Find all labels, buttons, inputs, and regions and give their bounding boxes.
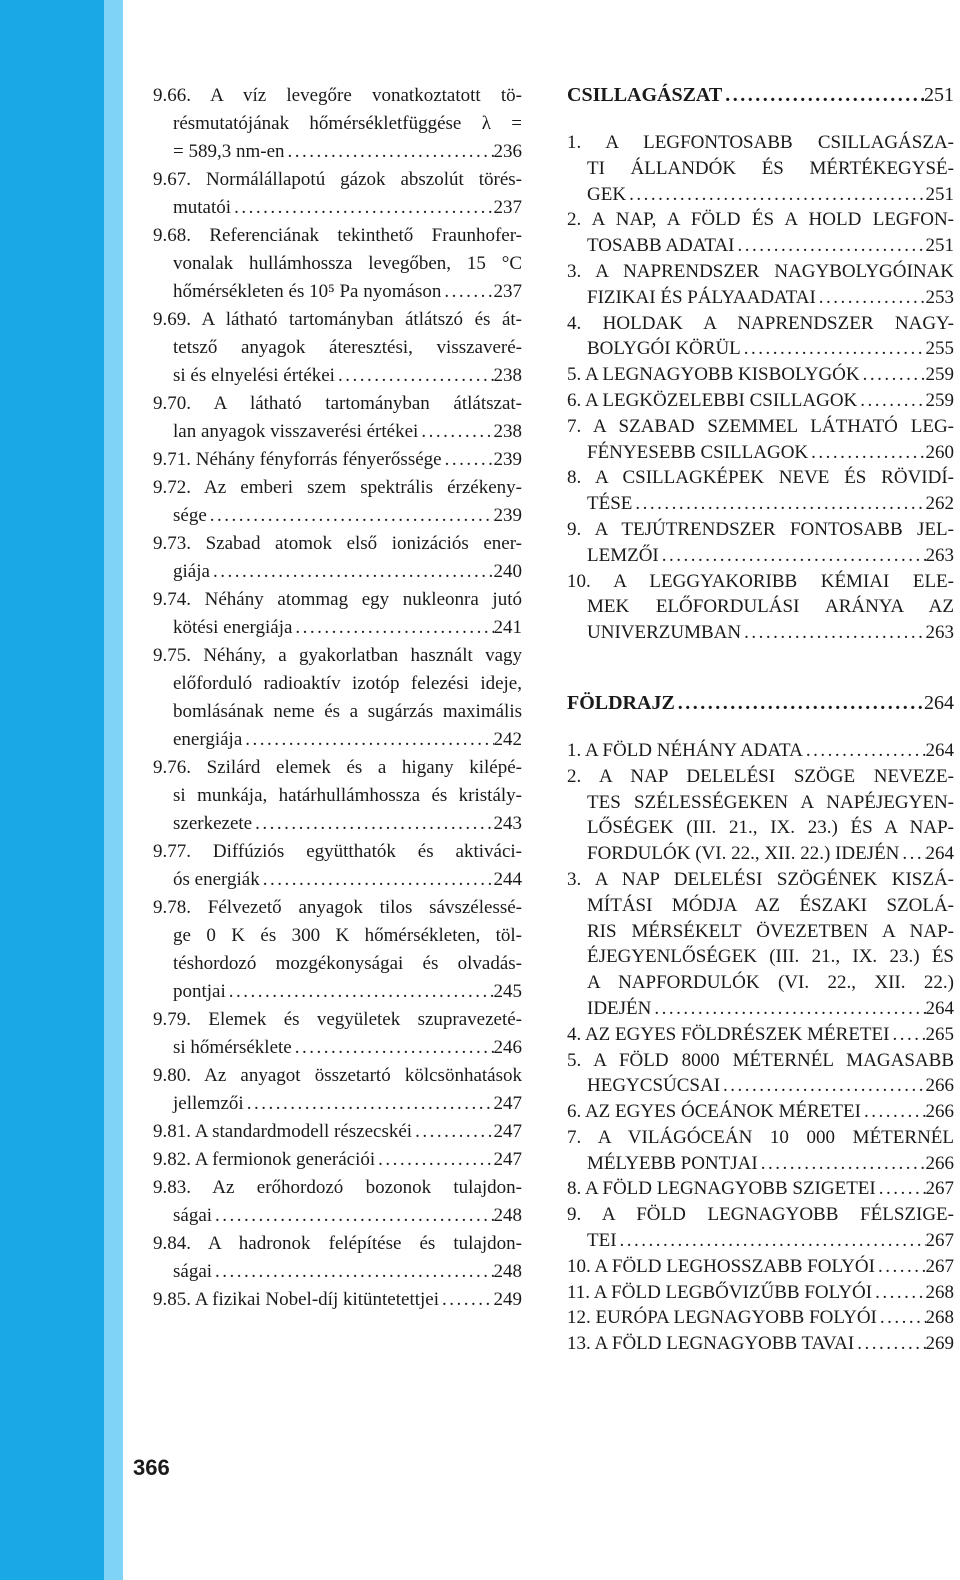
toc-entry-leader-line bbox=[153, 502, 522, 530]
dot-leader bbox=[226, 978, 494, 1006]
toc-entry-line: RIS MÉRSÉKELT ÖVEZETBEN A NAP- bbox=[587, 920, 954, 942]
toc-entry[interactable] bbox=[153, 1006, 522, 1062]
toc-entry[interactable] bbox=[153, 894, 522, 1006]
dot-leader bbox=[816, 285, 926, 311]
toc-entry[interactable] bbox=[153, 586, 522, 642]
toc-entry-leader-line bbox=[567, 388, 954, 414]
toc-entry-line: 9. A TEJÚTRENDSZER FONTOSABB JEL- bbox=[567, 518, 954, 540]
toc-entry-leader-line bbox=[567, 182, 954, 208]
toc-entry-line: 9. A FÖLD LEGNAGYOBB FÉLSZIGE- bbox=[567, 1204, 954, 1226]
dot-leader bbox=[292, 614, 493, 642]
toc-entry-leader-line bbox=[153, 194, 522, 222]
dot-leader bbox=[617, 1228, 926, 1254]
toc-entry-title: lan anyagok visszaverési értékei bbox=[173, 421, 419, 442]
toc-entry-leader-line bbox=[153, 1258, 522, 1286]
toc-entry-title: TÉSE bbox=[587, 493, 633, 515]
dot-leader bbox=[875, 1254, 926, 1280]
toc-entry[interactable] bbox=[567, 517, 954, 569]
toc-entry-leader-line bbox=[153, 1146, 522, 1174]
toc-entry-title: si hőmérséklete bbox=[173, 1037, 292, 1058]
toc-entry-page: 249 bbox=[493, 1289, 522, 1310]
toc-entry-line: 7. A SZABAD SZEMMEL LÁTHATÓ LEG- bbox=[567, 415, 954, 437]
toc-entry-line: 9.76. Szilárd elemek és a higany kilépé- bbox=[153, 757, 522, 778]
toc-entry-title: GEK bbox=[587, 183, 627, 205]
toc-entry-title: energiája bbox=[173, 729, 243, 750]
section-heading-page: 264 bbox=[924, 691, 954, 714]
toc-entry-title: 9.71. Néhány fényforrás fényerőssége bbox=[153, 449, 442, 470]
toc-entry-leader-line bbox=[567, 1305, 954, 1331]
toc-entry-line: 5. A FÖLD 8000 MÉTERNÉL MAGASABB bbox=[567, 1049, 954, 1071]
toc-entry[interactable] bbox=[567, 1099, 954, 1125]
toc-entry[interactable] bbox=[567, 1305, 954, 1331]
toc-entry-title: UNIVERZUMBAN bbox=[587, 622, 742, 644]
toc-entry-title: FIZIKAI ÉS PÁLYAADATAI bbox=[587, 286, 816, 308]
dot-leader bbox=[872, 1280, 925, 1306]
toc-entry-leader-line bbox=[153, 1202, 522, 1230]
toc-entry-line: résmutatójának hőmérsékletfüggése λ = bbox=[173, 113, 522, 134]
toc-entry[interactable] bbox=[153, 1146, 522, 1174]
toc-entry[interactable] bbox=[567, 569, 954, 646]
toc-entry-title: 10. A FÖLD LEGHOSSZABB FOLYÓI bbox=[567, 1255, 875, 1277]
toc-entry[interactable] bbox=[153, 838, 522, 894]
toc-entry-leader-line bbox=[567, 1176, 954, 1202]
dot-leader bbox=[808, 440, 925, 466]
toc-entry-line: 9.69. A látható tartományban átlátszó és át- bbox=[153, 309, 522, 330]
toc-entry-title: 9.82. A fermionok generációi bbox=[153, 1149, 376, 1170]
toc-entry[interactable] bbox=[567, 1176, 954, 1202]
dot-leader bbox=[720, 1073, 925, 1099]
toc-entry-page: 266 bbox=[925, 1075, 954, 1097]
dot-leader bbox=[889, 1022, 925, 1048]
toc-entry-title: FORDULÓK (VI. 22., XII. 22.) IDEJÉN bbox=[587, 843, 900, 865]
toc-entry[interactable] bbox=[153, 446, 522, 474]
toc-entry[interactable] bbox=[567, 130, 954, 207]
margin-band-dark bbox=[0, 0, 104, 1580]
dot-leader bbox=[207, 502, 494, 530]
toc-entry-line: 1. A LEGFONTOSABB CSILLAGÁSZA- bbox=[567, 132, 954, 153]
toc-entry[interactable] bbox=[153, 1118, 522, 1146]
dot-leader bbox=[244, 1090, 494, 1118]
toc-entry-title: = 589,3 nm-en bbox=[173, 141, 285, 162]
toc-entry-line: 9.83. Az erőhordozó bozonok tulajdon- bbox=[153, 1177, 522, 1198]
toc-entry-leader-line bbox=[153, 1034, 522, 1062]
toc-entry-leader-line bbox=[153, 810, 522, 838]
section-heading-page: 251 bbox=[924, 84, 954, 106]
toc-entry-line: 9.68. Referenciának tekinthető Fraunhofer- bbox=[153, 225, 522, 246]
toc-entry-line: tetsző anyagok áteresztési, visszaveré- bbox=[173, 337, 522, 358]
toc-entry-line: 9.77. Diffúziós együtthatók és aktiváci- bbox=[153, 841, 522, 862]
dot-leader bbox=[860, 362, 926, 388]
toc-entry-title: ságai bbox=[173, 1205, 213, 1226]
dot-leader bbox=[857, 388, 925, 414]
dot-leader bbox=[741, 620, 925, 646]
toc-entry-page: 247 bbox=[493, 1093, 522, 1114]
toc-entry-line: 9.78. Félvezető anyagok tilos sávszélessé- bbox=[153, 897, 522, 918]
toc-entry-leader-line bbox=[153, 446, 522, 474]
toc-entry-leader-line bbox=[153, 1286, 522, 1314]
toc-entry-title: 9.85. A fizikai Nobel-díj kitüntetettjei bbox=[153, 1289, 440, 1310]
dot-leader bbox=[735, 233, 926, 259]
toc-entry-leader-line bbox=[153, 614, 522, 642]
toc-entry[interactable] bbox=[153, 82, 522, 166]
toc-entry-page: 251 bbox=[925, 235, 954, 257]
page-number: 366 bbox=[133, 1455, 170, 1480]
toc-entry-leader-line bbox=[153, 558, 522, 586]
toc-entry-page: 246 bbox=[493, 1037, 522, 1058]
toc-entry-leader-line bbox=[567, 285, 954, 311]
toc-entry[interactable] bbox=[567, 867, 954, 1022]
dot-leader bbox=[442, 446, 494, 474]
dot-leader bbox=[418, 418, 493, 446]
dot-leader bbox=[335, 362, 494, 390]
toc-entry-title: 11. A FÖLD LEGBŐVIZŰBB FOLYÓI bbox=[567, 1281, 873, 1303]
toc-entry-line: 3. A NAPRENDSZER NAGYBOLYGÓINAK bbox=[567, 260, 954, 282]
toc-entry[interactable] bbox=[567, 362, 954, 388]
toc-entry-page: 236 bbox=[493, 141, 522, 162]
toc-entry-page: 245 bbox=[493, 981, 522, 1002]
toc-entry-leader-line bbox=[567, 440, 954, 466]
toc-entry-page: 238 bbox=[493, 421, 522, 442]
toc-entry-page: 268 bbox=[925, 1281, 954, 1303]
toc-entry-leader-line bbox=[567, 336, 954, 362]
toc-entry-page: 248 bbox=[493, 1205, 522, 1226]
toc-entry-page: 259 bbox=[925, 364, 954, 386]
dot-leader bbox=[854, 1331, 925, 1357]
toc-entry-title: si és elnyelési értékei bbox=[173, 365, 335, 386]
dot-leader bbox=[212, 1202, 493, 1230]
toc-entry-line: 9.72. Az emberi szem spektrális érzékeny- bbox=[153, 477, 522, 498]
toc-entry-page: 238 bbox=[493, 365, 522, 386]
toc-entry-page: 253 bbox=[925, 286, 954, 308]
dot-leader bbox=[242, 726, 493, 754]
toc-entry-line: TI ÁLLANDÓK ÉS MÉRTÉKEGYSÉ- bbox=[587, 157, 954, 179]
toc-entry[interactable] bbox=[567, 1202, 954, 1254]
toc-entry-title: TEI bbox=[587, 1230, 617, 1252]
toc-entry[interactable] bbox=[153, 530, 522, 586]
toc-entry-title: szerkezete bbox=[173, 813, 253, 834]
toc-entry[interactable] bbox=[153, 754, 522, 838]
section-heading[interactable] bbox=[567, 82, 954, 108]
toc-entry-line: MEK ELŐFORDULÁSI ARÁNYA AZ bbox=[587, 596, 954, 618]
dot-leader bbox=[441, 278, 493, 306]
toc-entry[interactable] bbox=[153, 1174, 522, 1230]
toc-entry-line: előforduló radioaktív izotóp felezési ideje, bbox=[173, 673, 522, 694]
toc-entry-page: 251 bbox=[925, 183, 954, 205]
dot-leader bbox=[231, 194, 493, 222]
toc-entry-line: si munkája, határhullámhossza és kristály- bbox=[173, 785, 522, 806]
toc-entry-page: 267 bbox=[925, 1230, 954, 1252]
toc-entry-page: 255 bbox=[925, 338, 954, 360]
toc-entry-line: bomlásának neme és a sugárzás maximális bbox=[173, 701, 522, 722]
toc-entry-line: 2. A NAP DELELÉSI SZÖGE NEVEZE- bbox=[567, 765, 954, 787]
toc-entry-line: 3. A NAP DELELÉSI SZÖGÉNEK KISZÁ- bbox=[567, 868, 954, 890]
toc-entry-title: pontjai bbox=[173, 981, 226, 1002]
toc-entry-title: jellemzői bbox=[173, 1093, 244, 1114]
toc-entry[interactable] bbox=[567, 259, 954, 311]
toc-entry-title: 13. A FÖLD LEGNAGYOBB TAVAI bbox=[567, 1333, 855, 1355]
toc-entry-leader-line bbox=[153, 1118, 522, 1146]
toc-entry-page: 264 bbox=[925, 843, 954, 865]
toc-entry-title: giája bbox=[173, 561, 210, 582]
toc-entry-line: vonalak hullámhossza levegőben, 15 °C bbox=[173, 253, 522, 274]
section-heading[interactable] bbox=[567, 690, 954, 716]
toc-entry[interactable] bbox=[567, 1125, 954, 1177]
toc-entry-page: 262 bbox=[925, 493, 954, 515]
toc-entry-leader-line bbox=[567, 1228, 954, 1254]
toc-entry-page: 237 bbox=[493, 197, 522, 218]
toc-entry-line: 7. A VILÁGÓCEÁN 10 000 MÉTERNÉL bbox=[567, 1126, 954, 1148]
toc-entry-title: HEGYCSÚCSAI bbox=[587, 1075, 721, 1097]
toc-entry-page: 260 bbox=[925, 441, 954, 463]
toc-entry-page: 266 bbox=[925, 1152, 954, 1174]
toc-entry-leader-line bbox=[567, 1331, 954, 1357]
toc-entry-line: 9.73. Szabad atomok első ionizációs ener- bbox=[153, 533, 522, 554]
dot-leader bbox=[741, 336, 926, 362]
toc-entry-title: IDEJÉN bbox=[587, 997, 652, 1019]
toc-entry-line: MÍTÁSI MÓDJA AZ ÉSZAKI SZOLÁ- bbox=[587, 894, 954, 916]
toc-entry-title: 5. A LEGNAGYOBB KISBOLYGÓK bbox=[567, 364, 860, 386]
toc-entry-page: 239 bbox=[493, 505, 522, 526]
dot-leader bbox=[722, 82, 924, 108]
dot-leader bbox=[632, 491, 925, 517]
dot-leader bbox=[758, 1151, 926, 1177]
toc-entry[interactable] bbox=[153, 222, 522, 306]
toc-entry-leader-line bbox=[567, 1073, 954, 1099]
toc-entry-leader-line bbox=[567, 841, 954, 867]
toc-entry-title: mutatói bbox=[173, 197, 232, 218]
toc-entry[interactable] bbox=[567, 764, 954, 867]
toc-entry[interactable] bbox=[567, 465, 954, 517]
toc-entry-page: 247 bbox=[493, 1121, 522, 1142]
toc-entry-leader-line bbox=[153, 138, 522, 166]
toc-entry-leader-line bbox=[567, 362, 954, 388]
toc-entry[interactable] bbox=[153, 474, 522, 530]
toc-entry[interactable] bbox=[153, 390, 522, 446]
toc-entry-title: 8. A FÖLD LEGNAGYOBB SZIGETEI bbox=[567, 1178, 876, 1200]
toc-entry[interactable] bbox=[567, 1331, 954, 1357]
toc-entry[interactable] bbox=[567, 1048, 954, 1100]
toc-entry-line: 9.67. Normálállapotú gázok abszolút törés- bbox=[153, 169, 522, 190]
toc-entry-title: 6. AZ EGYES ÓCEÁNOK MÉRETEI bbox=[567, 1101, 861, 1123]
toc-entry-title: sége bbox=[173, 505, 207, 526]
dot-leader bbox=[292, 1034, 494, 1062]
toc-entry-leader-line bbox=[153, 278, 522, 306]
toc-entry-page: 243 bbox=[493, 813, 522, 834]
dot-leader bbox=[285, 138, 494, 166]
toc-entry-leader-line bbox=[567, 543, 954, 569]
toc-entry-leader-line bbox=[153, 866, 522, 894]
toc-entry-leader-line bbox=[567, 1099, 954, 1125]
toc-entry[interactable] bbox=[153, 1286, 522, 1314]
toc-entry-line: 4. HOLDAK A NAPRENDSZER NAGY- bbox=[567, 312, 954, 334]
toc-entry-line: 10. A LEGGYAKORIBB KÉMIAI ELE- bbox=[567, 570, 954, 592]
section-heading-line bbox=[567, 82, 954, 108]
dot-leader bbox=[210, 558, 494, 586]
toc-entry-page: 240 bbox=[493, 561, 522, 582]
toc-entry-leader-line bbox=[567, 1151, 954, 1177]
toc-entry-leader-line bbox=[567, 491, 954, 517]
toc-entry-title: 4. AZ EGYES FÖLDRÉSZEK MÉRETEI bbox=[567, 1023, 890, 1045]
toc-entry-title: 9.81. A standardmodell részecskéi bbox=[153, 1121, 413, 1142]
dot-leader bbox=[861, 1099, 926, 1125]
toc-entry-line: 2. A NAP, A FÖLD ÉS A HOLD LEGFON- bbox=[567, 209, 954, 231]
dot-leader bbox=[412, 1118, 493, 1146]
toc-entry-line: téshordozó mozgékonyságai és olvadás- bbox=[173, 953, 522, 974]
toc-entry-leader-line bbox=[567, 996, 954, 1022]
toc-entry-title: ságai bbox=[173, 1261, 213, 1282]
margin-band-light bbox=[104, 0, 123, 1580]
toc-entry-leader-line bbox=[567, 233, 954, 259]
toc-entry-title: 12. EURÓPA LEGNAGYOBB FOLYÓI bbox=[567, 1307, 877, 1329]
dot-leader bbox=[252, 810, 493, 838]
toc-entry-title: ós energiák bbox=[173, 869, 260, 890]
toc-entry-line: 9.79. Elemek és vegyületek szupravezeté- bbox=[153, 1009, 522, 1030]
toc-entry[interactable] bbox=[153, 1062, 522, 1118]
toc-entry-title: FÉNYESEBB CSILLAGOK bbox=[587, 441, 809, 463]
toc-entry-line: A NAPFORDULÓK (VI. 22., XII. 22.) bbox=[587, 972, 954, 994]
toc-entry[interactable] bbox=[567, 1022, 954, 1048]
toc-entry-page: 264 bbox=[925, 739, 954, 761]
toc-entry-leader-line bbox=[153, 418, 522, 446]
toc-entry[interactable] bbox=[153, 306, 522, 390]
toc-entry-title: TOSABB ADATAI bbox=[587, 235, 735, 257]
section-heading-line bbox=[567, 690, 954, 716]
toc-entry[interactable] bbox=[567, 207, 954, 259]
toc-entry-leader-line bbox=[153, 726, 522, 754]
dot-leader bbox=[260, 866, 494, 894]
toc-entry[interactable] bbox=[567, 1254, 954, 1280]
toc-entry-leader-line bbox=[153, 978, 522, 1006]
dot-leader bbox=[651, 996, 925, 1022]
toc-entry[interactable] bbox=[567, 738, 954, 764]
dot-leader bbox=[803, 738, 926, 764]
toc-entry-title: 6. A LEGKÖZELEBBI CSILLAGOK bbox=[567, 389, 858, 411]
toc-entry-page: 268 bbox=[925, 1307, 954, 1329]
toc-entry-line: TES SZÉLESSÉGEKEN A NAPÉJEGYEN- bbox=[587, 791, 954, 813]
toc-entry-page: 242 bbox=[493, 729, 522, 750]
toc-entry-line: 9.66. A víz levegőre vonatkoztatott tö- bbox=[153, 85, 522, 106]
toc-entry-line: ÉJEGYENLŐSÉGEK (III. 21., IX. 23.) ÉS bbox=[587, 946, 954, 968]
dot-leader bbox=[626, 182, 925, 208]
toc-entry-page: 247 bbox=[493, 1149, 522, 1170]
toc-entry-line: ge 0 K és 300 K hőmérsékleten, töl- bbox=[173, 925, 522, 946]
toc-entry-page: 263 bbox=[925, 622, 954, 644]
toc-entry-leader-line bbox=[567, 1280, 954, 1306]
toc-entry-page: 267 bbox=[925, 1178, 954, 1200]
toc-entry-page: 264 bbox=[925, 997, 954, 1019]
toc-entry-line: 8. A CSILLAGKÉPEK NEVE ÉS RÖVIDÍ- bbox=[567, 467, 954, 489]
toc-entry-line: 9.84. A hadronok felépítése és tulajdon- bbox=[153, 1233, 522, 1254]
dot-leader bbox=[899, 841, 925, 867]
dot-leader bbox=[876, 1176, 926, 1202]
toc-entry-title: MÉLYEBB PONTJAI bbox=[587, 1152, 758, 1174]
section-heading-title: FÖLDRAJZ bbox=[567, 691, 675, 714]
toc-right-column bbox=[567, 82, 954, 1357]
toc-entry-leader-line bbox=[567, 1254, 954, 1280]
section-heading-title: CSILLAGÁSZAT bbox=[567, 84, 723, 106]
toc-entry[interactable] bbox=[567, 388, 954, 414]
toc-entry[interactable] bbox=[567, 311, 954, 363]
dot-leader bbox=[659, 543, 926, 569]
toc-entry-page: 248 bbox=[493, 1261, 522, 1282]
toc-entry-page: 266 bbox=[925, 1101, 954, 1123]
toc-left-column bbox=[153, 82, 522, 1314]
dot-leader bbox=[375, 1146, 493, 1174]
toc-entry-leader-line bbox=[153, 1090, 522, 1118]
dot-leader bbox=[439, 1286, 493, 1314]
toc-entry-page: 263 bbox=[925, 544, 954, 566]
toc-entry-title: kötési energiája bbox=[173, 617, 293, 638]
toc-entry-line: 9.75. Néhány, a gyakorlatban használt vagy bbox=[153, 645, 522, 666]
toc-entry-page: 241 bbox=[493, 617, 522, 638]
toc-entry-page: 267 bbox=[925, 1255, 954, 1277]
toc-entry-line: LŐSÉGEK (III. 21., IX. 23.) ÉS A NAP- bbox=[587, 817, 954, 839]
toc-entry-page: 244 bbox=[493, 869, 522, 890]
toc-entry-leader-line bbox=[567, 738, 954, 764]
toc-entry-page: 269 bbox=[925, 1333, 954, 1355]
toc-entry-page: 259 bbox=[925, 389, 954, 411]
dot-leader bbox=[675, 690, 924, 716]
dot-leader bbox=[212, 1258, 493, 1286]
toc-entry-line: 9.80. Az anyagot összetartó kölcsönhatások bbox=[153, 1065, 522, 1086]
toc-entry[interactable] bbox=[153, 1230, 522, 1286]
toc-entry-page: 237 bbox=[493, 281, 522, 302]
toc-entry-line: 9.70. A látható tartományban átlátszat- bbox=[153, 393, 522, 414]
toc-entry[interactable] bbox=[153, 166, 522, 222]
toc-entry-page: 239 bbox=[493, 449, 522, 470]
toc-entry-leader-line bbox=[567, 1022, 954, 1048]
toc-entry-line: 9.74. Néhány atommag egy nukleonra jutó bbox=[153, 589, 522, 610]
toc-entry[interactable] bbox=[567, 414, 954, 466]
toc-entry-title: LEMZŐI bbox=[587, 544, 659, 566]
toc-entry-title: hőmérsékleten és 10⁵ Pa nyomáson bbox=[173, 281, 442, 302]
toc-entry-title: 1. A FÖLD NÉHÁNY ADATA bbox=[567, 739, 803, 761]
toc-entry[interactable] bbox=[153, 642, 522, 754]
dot-leader bbox=[877, 1305, 926, 1331]
toc-entry-page: 265 bbox=[925, 1023, 954, 1045]
toc-entry-title: BOLYGÓI KÖRÜL bbox=[587, 338, 741, 360]
toc-entry[interactable] bbox=[567, 1280, 954, 1306]
toc-entry-leader-line bbox=[567, 620, 954, 646]
toc-entry-leader-line bbox=[153, 362, 522, 390]
